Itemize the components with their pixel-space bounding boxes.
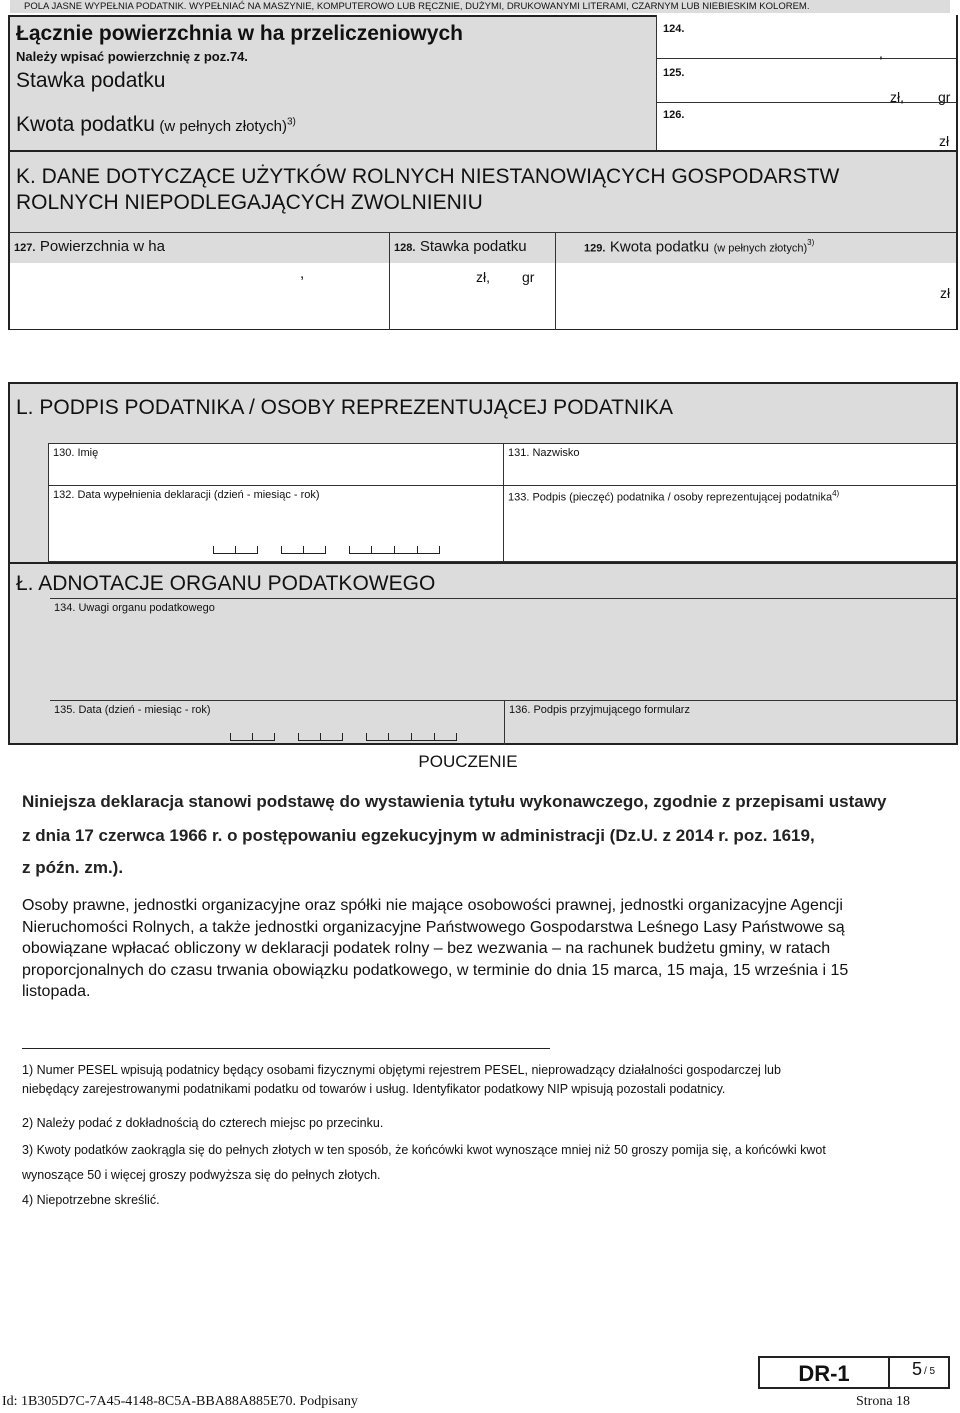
k-field-127-label [14,238,165,256]
area-note: Należy wpisać powierzchnię z poz.74. [16,49,248,64]
k-field-128-zl: zł, [476,269,490,285]
document-id: Id: 1B305D7C-7A45-4148-8C5A-BBA88A885E70. Podpisany [2,1394,358,1409]
top-notice: POLA JASNE WYPEŁNIA PODATNIK. WYPEŁNIAĆ NA MASZYNIE, KOMPUTEROWO LUB RĘCZNIE, DUŻYMI, DRUKOWANYMI LITERAMI, CZARNYM LUB NIEBIESKIM KOLOREM. [10,0,950,13]
k-field-129-input[interactable] [556,263,956,329]
field-132-suffix: (dzień - miesiąc - rok) [213,489,320,501]
section-k-title-2: ROLNYCH NIEPODLEGAJĄCYCH ZWOLNIENIU [16,191,483,214]
field-135-label [54,704,211,716]
page-total: / 5 [924,1366,936,1377]
form-id: DR-1 [798,1361,850,1386]
k-field-128-input[interactable] [390,263,555,329]
field-125[interactable] [657,59,956,103]
k-field-128-text: Stawka podatku [419,238,527,255]
footnote-3-line-2: wynoszące 50 i więcej groszy podwyższa się do pełnych złotych. [22,1168,381,1182]
field-131-label: 131. Nazwisko [508,447,580,459]
field-133-text: 133. Podpis (pieczęć) podatnika / osoby reprezentującej podatnika [508,491,833,504]
page-number: 5 [912,1359,923,1379]
field-126[interactable] [657,103,956,150]
k-field-127-input[interactable] [10,263,389,329]
field-125-gr: gr [938,89,951,105]
summary-fields [656,15,958,150]
field-134-label: 134. Uwagi organu podatkowego [54,602,215,614]
pouczenie-paragraph-2 [22,895,942,1003]
amount-title-row [16,113,296,137]
p2-line-5: listopada. [22,983,91,1000]
footnote-4: 4) Niepotrzebne skreślić. [22,1193,160,1207]
date-boxes-132[interactable] [209,542,449,554]
amount-sup: 3) [286,116,296,128]
k-field-129-text: Kwota podatku [609,238,710,256]
k-field-128-label [394,238,527,256]
footnote-1-line-2: niebędący zarejestrowanymi podatnikami podatku od towarów i usług. Identyfikator podatkowy NIP wpisują pozostali podatnicy. [22,1082,726,1096]
footnote-3-line-1: 3) Kwoty podatków zaokrągla się do pełnych złotych w ten sposób, że końcówki kwot wynoszące mniej niż 50 groszy pomija się, a końcówki kwot [22,1143,826,1157]
pouczenie-heading: POUCZENIE [418,752,518,771]
field-126-zl: zł [939,133,950,149]
field-136[interactable] [505,700,956,745]
k-field-129-num: 129. [584,242,606,255]
p1-line-1: Niniejsza deklaracja stanowi podstawę do wystawienia tytułu wykonawczego, zgodnie z przepisami ustawy [22,792,887,811]
p2-line-2: Nieruchomości Rolnych, a także jednostki organizacyjne Państwowego Gospodarstwa Leśnego Lasy Państwowe są [22,918,845,936]
field-125-number: 125. [663,67,685,79]
k-field-127-num: 127. [14,242,36,254]
page-footer: Strona 18 [856,1394,911,1409]
field-132-text: 132. Data wypełnienia deklaracji [53,489,211,501]
field-124-comma: , [879,45,883,61]
field-126-number: 126. [663,109,685,121]
field-130[interactable] [48,443,503,486]
form-id-box [758,1356,950,1389]
field-135[interactable] [50,700,505,745]
k-field-127-comma: , [300,265,305,282]
section-k-title-1: K. DANE DOTYCZĄCE UŻYTKÓW ROLNYCH NIESTANOWIĄCYCH GOSPODARSTW [16,165,840,188]
amount-title: Kwota podatku [16,113,155,136]
p1-line-2: z dnia 17 czerwca 1966 r. o postępowaniu egzekucyjnym w administracji (Dz.U. z 2014 r. poz. 1619, [22,826,815,845]
field-130-label: 130. Imię [53,447,99,459]
k-field-129-suffix: (w pełnych złotych) [713,242,808,255]
footnote-divider [22,1048,550,1049]
p1-line-3: z późn. zm.). [22,858,124,877]
amount-suffix: (w pełnych złotych) [159,118,287,135]
field-124-number: 124. [663,23,685,35]
field-136-label: 136. Podpis przyjmującego formularz [509,704,690,716]
p2-line-1: Osoby prawne, jednostki organizacyjne oraz spółki nie mające osobowości prawnej, jednostki organizacyjne Agencji [22,897,843,914]
k-field-129-label [584,238,814,256]
section-l2-title: Ł. ADNOTACJE ORGANU PODATKOWEGO [16,572,436,595]
k-field-127[interactable] [10,232,390,330]
section-l2 [8,562,958,745]
k-field-129-zl: zł [940,285,951,301]
field-133[interactable] [503,485,958,562]
p2-line-4: proporcjonalnych do czasu trwania obowiązku podatkowego, w terminie do dnia 15 marca, 15 maja, 15 września i 15 [22,961,849,979]
area-title: Łącznie powierzchnia w ha przeliczeniowych [16,22,463,45]
field-125-zl: zł, [890,89,904,105]
p2-line-3: obowiązane wpłacać obliczony w deklaracji podatek rolny – bez wezwania – na rachunek budżetu gminy, w ratach [22,940,831,957]
field-135-suffix: (dzień - miesiąc - rok) [104,704,211,716]
page-number-cell [888,1358,948,1387]
field-132-label [53,489,320,501]
rate-title: Stawka podatku [16,69,166,92]
field-135-text: 135. Data [54,704,102,716]
k-field-128-gr: gr [522,269,535,285]
k-field-129[interactable] [556,232,956,330]
footnote-2: 2) Należy podać z dokładnością do czterech miejsc po przecinku. [22,1116,384,1130]
footnote-1-line-1: 1) Numer PESEL wpisują podatnicy będący osobami fizycznymi objętymi rejestrem PESEL, nieprowadzący działalności gospodarczej lub [22,1063,781,1077]
k-field-127-text: Powierzchnia w ha [39,238,165,255]
date-boxes-135[interactable] [226,729,466,741]
field-134[interactable] [50,598,956,700]
k-field-128[interactable] [390,232,556,330]
section-l-title: L. PODPIS PODATNIKA / OSOBY REPREZENTUJĄCEJ PODATNIKA [16,396,673,419]
section-k [8,150,958,330]
field-124[interactable] [657,15,956,59]
field-131[interactable] [503,443,958,486]
k-field-128-num: 128. [394,242,416,254]
field-133-sup: 4) [832,489,840,498]
field-132[interactable] [48,485,503,562]
k-field-129-sup: 3) [807,238,815,247]
field-133-label [508,489,839,504]
